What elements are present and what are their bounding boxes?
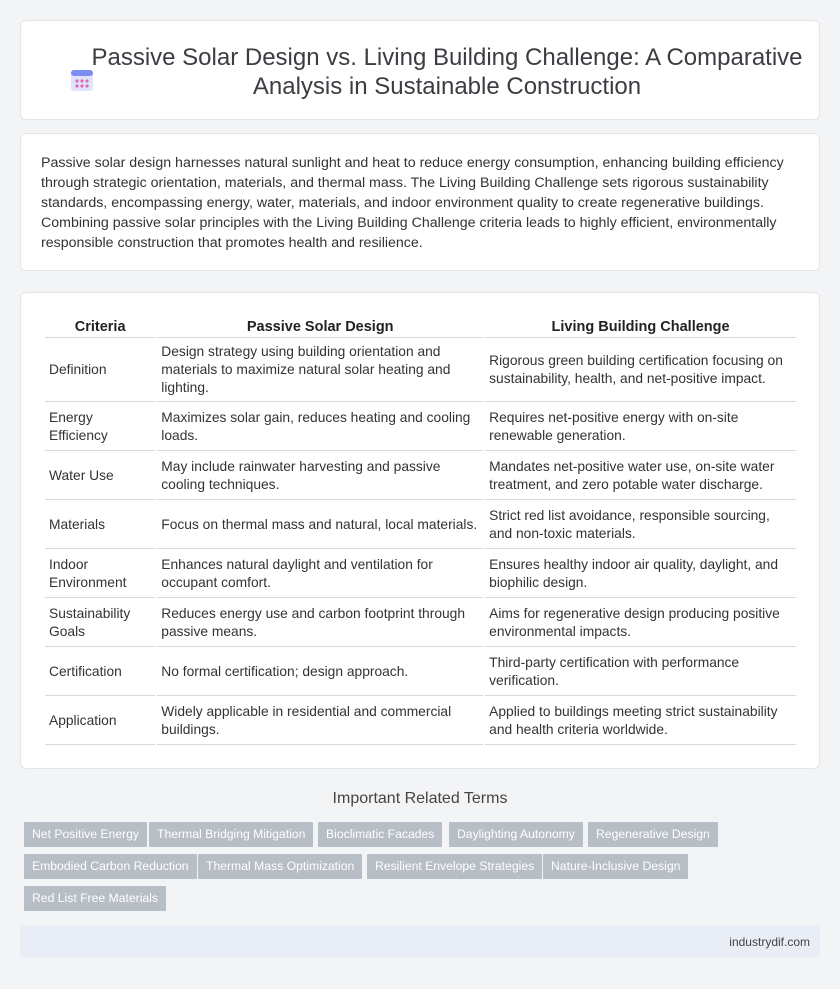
table-cell-passive: Widely applicable in residential and commercial buildings. bbox=[157, 697, 483, 745]
intro-card bbox=[20, 133, 820, 271]
comparison-table-card bbox=[20, 292, 820, 769]
related-term-tag[interactable]: Thermal Mass Optimization bbox=[198, 854, 362, 879]
table-row bbox=[45, 550, 796, 598]
table-cell-criteria: Definition bbox=[45, 339, 155, 402]
related-term-tag[interactable]: Nature-Inclusive Design bbox=[543, 854, 688, 879]
table-cell-living: Applied to buildings meeting strict sustainability and health criteria worldwide. bbox=[485, 697, 796, 745]
table-row bbox=[45, 697, 796, 745]
header-living-building: Living Building Challenge bbox=[485, 316, 796, 338]
table-cell-passive: No formal certification; design approach. bbox=[157, 648, 483, 696]
related-term-tag[interactable]: Embodied Carbon Reduction bbox=[24, 854, 197, 879]
table-cell-living: Strict red list avoidance, responsible sourcing, and non-toxic materials. bbox=[485, 501, 796, 549]
table-cell-passive: Design strategy using building orientation and materials to maximize natural solar heating and lighting. bbox=[157, 339, 483, 402]
table-cell-criteria: Application bbox=[45, 697, 155, 745]
table-cell-passive: May include rainwater harvesting and passive cooling techniques. bbox=[157, 452, 483, 500]
table-cell-living: Rigorous green building certification focusing on sustainability, health, and net-positive impact. bbox=[485, 339, 796, 402]
related-term-tag[interactable]: Daylighting Autonomy bbox=[449, 822, 583, 847]
comparison-table bbox=[43, 315, 798, 746]
table-row bbox=[45, 403, 796, 451]
footer-site[interactable]: industrydif.com bbox=[729, 935, 810, 949]
related-term-tag[interactable]: Bioclimatic Facades bbox=[318, 822, 442, 847]
related-term-tag[interactable]: Regenerative Design bbox=[588, 822, 718, 847]
header-criteria: Criteria bbox=[45, 316, 155, 338]
intro-paragraph: Passive solar design harnesses natural sunlight and heat to reduce energy consumption, enhancing building efficiency through strategic orientation, materials, and thermal mass. The Living Building Challenge sets rigorous sustainability standards, encompassing energy, water, materials, and indoor environment quality to create regenerative buildings. Combining passive solar principles with the Living Building Challenge criteria leads to highly efficient, environmentally responsible construction that promotes health and resilience. bbox=[41, 155, 784, 251]
related-term-tag[interactable]: Thermal Bridging Mitigation bbox=[149, 822, 313, 847]
related-term-tag[interactable]: Red List Free Materials bbox=[24, 886, 166, 911]
table-row bbox=[45, 339, 796, 402]
table-row bbox=[45, 452, 796, 500]
header-passive-solar: Passive Solar Design bbox=[157, 316, 483, 338]
related-terms-heading: Important Related Terms bbox=[332, 790, 508, 807]
table-cell-passive: Maximizes solar gain, reduces heating and cooling loads. bbox=[157, 403, 483, 451]
table-cell-living: Third-party certification with performance verification. bbox=[485, 648, 796, 696]
table-cell-living: Ensures healthy indoor air quality, daylight, and biophilic design. bbox=[485, 550, 796, 598]
table-cell-criteria: Water Use bbox=[45, 452, 155, 500]
table-header-row bbox=[45, 316, 796, 338]
table-cell-living: Requires net-positive energy with on-site renewable generation. bbox=[485, 403, 796, 451]
page-title: Passive Solar Design vs. Living Building Challenge: A Comparative Analysis in Sustainable Construction bbox=[91, 44, 803, 100]
table-cell-criteria: Sustainability Goals bbox=[45, 599, 155, 647]
table-cell-criteria: Materials bbox=[45, 501, 155, 549]
table-cell-passive: Enhances natural daylight and ventilation for occupant comfort. bbox=[157, 550, 483, 598]
table-cell-passive: Focus on thermal mass and natural, local materials. bbox=[157, 501, 483, 549]
table-cell-living: Mandates net-positive water use, on-site water treatment, and zero potable water discharge. bbox=[485, 452, 796, 500]
table-row bbox=[45, 501, 796, 549]
table-cell-criteria: Certification bbox=[45, 648, 155, 696]
footer-bar bbox=[20, 926, 820, 958]
table-cell-criteria: Energy Efficiency bbox=[45, 403, 155, 451]
table-cell-living: Aims for regenerative design producing positive environmental impacts. bbox=[485, 599, 796, 647]
table-cell-criteria: Indoor Environment bbox=[45, 550, 155, 598]
table-cell-passive: Reduces energy use and carbon footprint through passive means. bbox=[157, 599, 483, 647]
table-row bbox=[45, 599, 796, 647]
title-card bbox=[20, 20, 820, 120]
related-term-tag[interactable]: Resilient Envelope Strategies bbox=[367, 854, 542, 879]
related-term-tag[interactable]: Net Positive Energy bbox=[24, 822, 147, 847]
table-row bbox=[45, 648, 796, 696]
